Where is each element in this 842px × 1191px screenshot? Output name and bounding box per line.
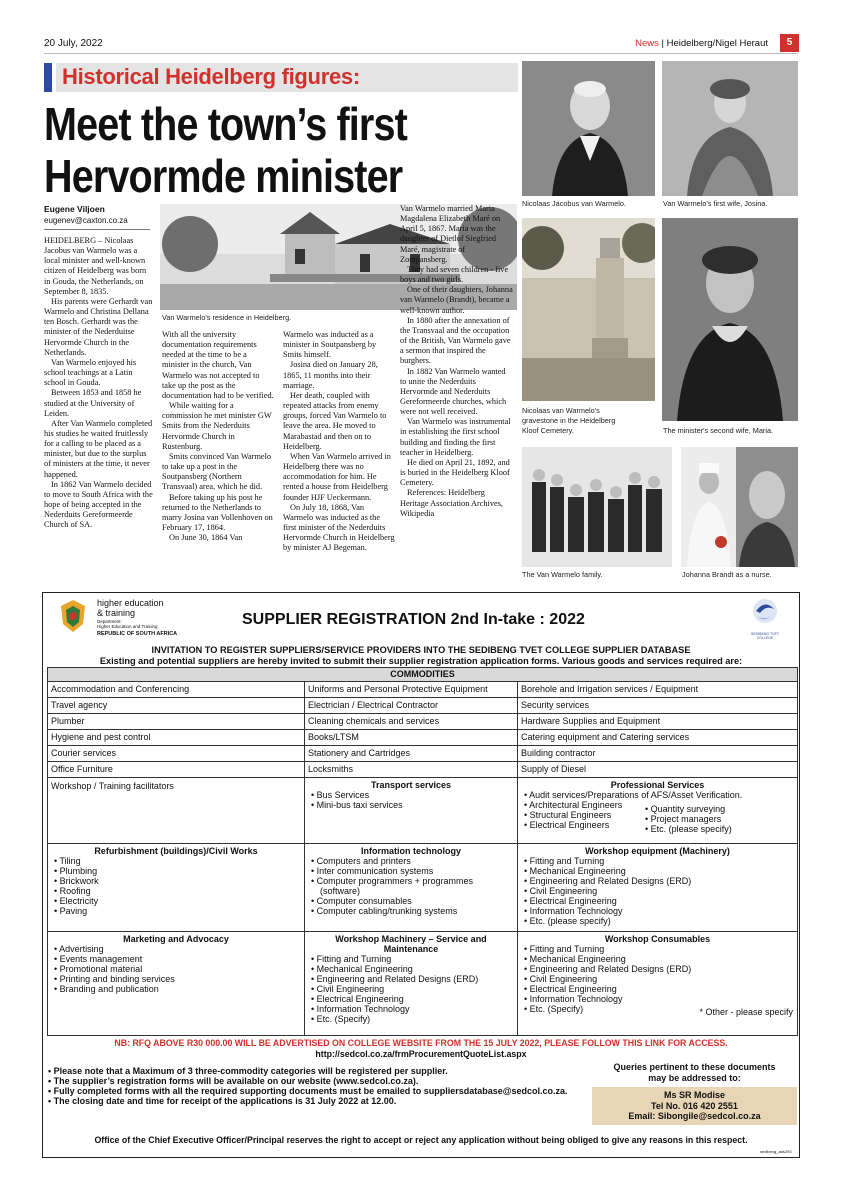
list-item: • Fitting and Turning xyxy=(524,856,794,866)
list-item: • Mini-bus taxi services xyxy=(311,800,514,810)
headline-line-1: Meet the town’s first xyxy=(44,98,407,150)
list-item: • Fitting and Turning xyxy=(524,944,794,954)
table-cell: Courier services xyxy=(48,746,305,762)
list-item: • Tiling xyxy=(54,856,301,866)
table-cell xyxy=(518,778,798,844)
list-item: • Electrical Engineering xyxy=(524,896,794,906)
caption-gravestone-1: Nicolaas van Warmelo's xyxy=(522,406,600,415)
invitation-subheading: Existing and potential suppliers are hereby invited to submit their supplier registration application forms. Various goods and services required are: xyxy=(99,655,743,666)
dept-line-2: & training xyxy=(97,608,136,618)
it-heading: Information technology xyxy=(361,846,461,856)
paragraph: They had seven children - five boys and two girls. xyxy=(400,264,509,285)
list-item: • Information Technology xyxy=(311,1004,514,1014)
table-cell xyxy=(305,932,518,1036)
list-item: • Branding and publication xyxy=(54,984,301,994)
list-item: • Roofing xyxy=(54,886,301,896)
article-headline xyxy=(44,98,448,202)
table-cell: Locksmiths xyxy=(305,762,518,778)
transport-list xyxy=(311,790,514,810)
table-cell: Hygiene and pest control xyxy=(48,730,305,746)
list-item: • Computer programmers + programmes xyxy=(311,876,514,886)
johanna-photo xyxy=(681,447,798,567)
paragraph: Smits convinced Van Warmelo to take up a post in the Soutpansberg (Northern Transvaal) area, which he did. xyxy=(162,451,272,492)
caption-gravestone-2: gravestone in the Heidelberg xyxy=(522,416,616,425)
headline-line-2: Hervormde minister xyxy=(44,150,403,202)
paragraph: In 1882 Van Warmelo wanted to unite the Nederduits Hervormde and Nederduits Gereformeerde churches, which were not well received. xyxy=(400,366,507,417)
list-item: • Computer cabling/trunking systems xyxy=(311,906,514,916)
nb-notice: NB: RFQ ABOVE R30 000.00 WILL BE ADVERTISED ON COLLEGE WEBSITE FROM THE 15 JULY 2022, PLEASE FOLLOW THIS LINK FOR ACCESS. xyxy=(114,1038,728,1048)
table-cell xyxy=(518,844,798,932)
table-row xyxy=(48,762,798,778)
list-item: • Advertising xyxy=(54,944,301,954)
paragraph: In 1880 after the annexation of the Transvaal and the occupation of the British, Van Warmelo gave a sermon that inspired the burghers. xyxy=(400,315,511,366)
paragraph: He died on April 21, 1892, and is buried in the Heidelberg Kloof Cemetery. xyxy=(400,457,510,488)
list-item: • Computer consumables xyxy=(311,896,514,906)
table-cell: Hardware Supplies and Equipment xyxy=(518,714,798,730)
issue-date: 20 July, 2022 xyxy=(44,38,103,49)
caption-residence: Van Warmelo's residence in Heidelberg. xyxy=(162,313,292,322)
list-item: • Electrical Engineering xyxy=(311,994,514,1004)
caption-maria: The minister's second wife, Maria. xyxy=(663,426,774,435)
gravestone-photo xyxy=(522,218,655,401)
table-cell: Accommodation and Conferencing xyxy=(48,682,305,698)
list-item: • Information Technology xyxy=(524,994,794,1004)
josina-portrait xyxy=(662,61,798,196)
list-item: • Civil Engineering xyxy=(524,974,794,984)
list-item: • Mechanical Engineering xyxy=(311,964,514,974)
machinery-heading-2: Maintenance xyxy=(383,944,439,954)
table-cell: Supply of Diesel xyxy=(518,762,798,778)
section-separator: | xyxy=(658,38,667,49)
article-column-1 xyxy=(44,236,154,531)
procurement-link[interactable]: http://sedcol.co.za/frmProcurementQuoteList.aspx xyxy=(315,1049,527,1059)
caption-gravestone-3: Kloof Cemetery. xyxy=(522,426,574,435)
table-cell xyxy=(305,844,518,932)
paragraph: Warmelo was inducted as a minister in Soutpansberg by Smits himself. xyxy=(283,330,377,360)
list-item: • Brickwork xyxy=(54,876,301,886)
article-kicker: Historical Heidelberg figures: xyxy=(62,64,360,89)
table-cell: Office Furniture xyxy=(48,762,305,778)
list-item: • The closing date and time for receipt of the applications is 31 July 2022 at 12.00. xyxy=(48,1096,588,1106)
dept-small-2: Higher Education and Training xyxy=(97,624,158,629)
advert-reference: sedibeng_ads293 xyxy=(760,1149,792,1154)
table-cell: Building contractor xyxy=(518,746,798,762)
marketing-heading: Marketing and Advocacy xyxy=(123,934,229,944)
kicker-accent xyxy=(44,63,52,92)
list-item: • Etc. (Specify) xyxy=(311,1014,514,1024)
paragraph: While waiting for a commission he met minister GW Smits from the Nederduits Hervormde Church in Rustenburg. xyxy=(162,401,272,451)
paragraph: One of their daughters, Johanna van Warmelo (Brandt), became a well-known author. xyxy=(400,285,513,315)
section-news: News xyxy=(635,38,659,49)
maria-portrait xyxy=(662,218,798,421)
paragraph: Van Warmelo was instrumental in establishing the first school building and finding the first teacher in Heidelberg. xyxy=(400,417,511,457)
paragraph: HEIDELBERG – Nicolaas Jacobus van Warmelo was a local minister and well-known citizen of Heidelberg was born in Gouda, the Netherlands, on September 8, 1835. xyxy=(44,236,147,296)
article-column-3 xyxy=(283,330,395,553)
queries-line-1: Queries pertinent to these documents xyxy=(613,1062,776,1072)
list-item: • Etc. (please specify) xyxy=(524,916,794,926)
transport-heading: Transport services xyxy=(370,780,452,790)
advert-invitation xyxy=(42,645,800,666)
consumables-list xyxy=(524,944,794,1014)
contact-email[interactable]: Email: Sibongile@sedcol.co.za xyxy=(628,1111,761,1121)
paragraph: After Van Warmelo completed his studies he waited fruitlessly for a calling to be placed as a minister, but due to the surplus of ministers at the time, it never happened. xyxy=(44,418,153,479)
nicolaas-portrait xyxy=(522,61,655,196)
list-item: • Etc. (please specify) xyxy=(645,824,732,834)
list-item: • Audit services/Preparations of AFS/Asset Verification. xyxy=(524,790,794,800)
contact-tel: Tel No. 016 420 2551 xyxy=(651,1100,738,1111)
table-row xyxy=(48,682,798,698)
page-number: 5 xyxy=(780,34,799,52)
workshop-equipment-list xyxy=(524,856,794,926)
caption-nicolaas: Nicolaas Jacobus van Warmelo. xyxy=(522,199,626,208)
consumables-heading: Workshop Consumables xyxy=(604,934,711,944)
contact-box xyxy=(592,1087,797,1125)
table-row xyxy=(48,844,798,932)
list-item: • Engineering and Related Designs (ERD) xyxy=(311,974,514,984)
table-row xyxy=(48,714,798,730)
table-cell: Books/LTSM xyxy=(305,730,518,746)
department-subtitle xyxy=(97,619,187,629)
table-cell: Stationery and Cartridges xyxy=(305,746,518,762)
commodities-header: COMMODITIES xyxy=(48,668,798,682)
paragraph: Between 1853 and 1858 he studied at the University of Leiden. xyxy=(44,388,142,418)
list-item: • Bus Services xyxy=(311,790,514,800)
list-item: • Architectural Engineers xyxy=(524,800,642,810)
paragraph: Before taking up his post he returned to the Netherlands to marry Josina van Vollenhoven on February 17, 1864. xyxy=(162,492,273,532)
caption-josina: Van Warmelo's first wife, Josina. xyxy=(663,199,768,208)
list-item: • Inter communication systems xyxy=(311,866,514,876)
table-cell: Travel agency xyxy=(48,698,305,714)
author-name: Eugene Viljoen xyxy=(44,204,105,214)
table-cell: Electrician / Electrical Contractor xyxy=(305,698,518,714)
paragraph: When Van Warmelo arrived in Heidelberg there was no accommodation for him. He rented a house from Heidelberg founder HJF Ueckermann. xyxy=(283,451,391,502)
list-item: • Please note that a Maximum of 3 three-commodity categories will be registered per supplier. xyxy=(48,1066,588,1076)
list-item: • Plumbing xyxy=(54,866,301,876)
list-item: • Printing and binding services xyxy=(54,974,301,984)
queries-heading xyxy=(592,1062,797,1084)
list-item: • Paving xyxy=(54,906,301,916)
table-row xyxy=(48,778,798,844)
dept-small-1: Department: xyxy=(97,619,122,624)
professional-list-left xyxy=(524,800,642,834)
list-item: • Fitting and Turning xyxy=(311,954,514,964)
advert-title: SUPPLIER REGISTRATION 2nd In-take : 2022 xyxy=(242,611,585,628)
dept-line-1: higher education xyxy=(97,598,164,608)
list-item: • Project managers xyxy=(645,814,732,824)
contact-name: Ms SR Modise xyxy=(663,1090,725,1100)
machinery-service-heading xyxy=(308,934,514,954)
invitation-heading: INVITATION TO REGISTER SUPPLIERS/SERVICE PROVIDERS INTO THE SEDIBENG TVET COLLEGE SUPPLIER DATABASE xyxy=(151,645,691,655)
table-row xyxy=(48,932,798,1036)
list-item: • Structural Engineers xyxy=(524,810,642,820)
article-column-4 xyxy=(400,204,514,519)
list-item: • Computers and printers xyxy=(311,856,514,866)
professional-heading: Professional Services xyxy=(610,780,705,790)
workshop-training: Workshop / Training facilitators xyxy=(51,781,174,791)
table-row xyxy=(48,746,798,762)
table-cell: Uniforms and Personal Protective Equipment xyxy=(305,682,518,698)
department-country: REPUBLIC OF SOUTH AFRICA xyxy=(97,631,178,637)
list-item: • Etc. (Specify) xyxy=(524,1004,794,1014)
family-photo xyxy=(522,447,672,567)
list-item: • Engineering and Related Designs (ERD) xyxy=(524,964,794,974)
refurb-heading: Refurbishment (buildings)/Civil Works xyxy=(94,846,258,856)
article-column-2 xyxy=(162,330,274,543)
consumables-other: * Other - please specify xyxy=(699,1007,794,1017)
marketing-list xyxy=(54,944,301,994)
paragraph: References: Heidelberg Heritage Association Archives, Wikipedia xyxy=(400,488,503,518)
list-item: • Electrical Engineering xyxy=(524,984,794,994)
list-item: • Fully completed forms with all the required supporting documents must be emailed to suppliersdatabase@sedcol.co.za. xyxy=(48,1086,588,1096)
list-item: • Electrical Engineers xyxy=(524,820,642,830)
table-cell xyxy=(518,932,798,1036)
workshop-equipment-heading: Workshop equipment (Machinery) xyxy=(585,846,730,856)
table-cell xyxy=(305,778,518,844)
list-item: • Quantity surveying xyxy=(645,804,732,814)
paragraph: Van Warmelo enjoyed his school teachings at a Latin school in Gouda. xyxy=(44,357,137,388)
table-cell xyxy=(48,932,305,1036)
table-row xyxy=(48,730,798,746)
paragraph: With all the university documentation requirements needed at the time to be a minister in the church, Van Warmelo was not accepted to take up the post as the documentation had to be verified. xyxy=(162,330,274,400)
paragraph: His parents were Gerhardt van Warmelo and Christina Dellana ten Bosch. Gerhardt was the minister of the Nederduitse Hervormde Church in the Netherlands. xyxy=(44,296,153,357)
machinery-heading-1: Workshop Machinery – Service and xyxy=(335,934,487,944)
paragraph: Her death, coupled with repeated attacks from enemy groups, forced Van Warmelo to leave the area. He moved to Marabastad and then on to Heidelberg. xyxy=(283,390,387,451)
caption-family: The Van Warmelo family. xyxy=(522,570,603,579)
professional-list-right xyxy=(645,804,732,834)
it-list xyxy=(311,856,514,916)
caption-johanna: Johanna Brandt as a nurse. xyxy=(682,570,772,579)
table-cell xyxy=(48,844,305,932)
table-cell: Catering equipment and Catering services xyxy=(518,730,798,746)
byline-rule xyxy=(44,229,150,230)
registration-notes xyxy=(48,1066,588,1106)
machinery-service-list xyxy=(311,954,514,1024)
college-logo-text: SEDIBENG TVET COLLEGE xyxy=(751,632,779,640)
list-item: • Mechanical Engineering xyxy=(524,954,794,964)
table-cell: Cleaning chemicals and services xyxy=(305,714,518,730)
professional-list xyxy=(524,790,794,800)
table-row xyxy=(48,698,798,714)
table-cell xyxy=(48,778,305,844)
department-name xyxy=(97,598,164,618)
list-item: • Civil Engineering xyxy=(524,886,794,896)
paragraph: Josina died on January 28, 1865, 11 months into their marriage. xyxy=(283,360,378,390)
paragraph: In 1862 Van Warmelo decided to move to South Africa with the hope of being accepted in the Nederduits Gereformeerde Church of SA. xyxy=(44,479,153,530)
coat-of-arms-icon xyxy=(55,598,91,636)
list-item: • Civil Engineering xyxy=(311,984,514,994)
list-item: • Electricity xyxy=(54,896,301,906)
list-item: • The supplier’s registration forms will be available on our website (www.sedcol.co.za). xyxy=(48,1076,588,1086)
advert-footer: Office of the Chief Executive Officer/Principal reserves the right to accept or reject any application without being obliged to give any reasons in this respect. xyxy=(94,1135,748,1145)
it-software-note: (software) xyxy=(320,886,361,896)
author-email: eugenev@caxton.co.za xyxy=(44,216,128,225)
paragraph: On July 18, 1868, Van Warmelo was inducted as the first minister of the Nederduits Hervormde Church in Heidelberg by minister AJ Begeman. xyxy=(283,502,395,553)
list-item: • Information Technology xyxy=(524,906,794,916)
list-item: • Promotional material xyxy=(54,964,301,974)
queries-line-2: may be addressed to: xyxy=(648,1073,741,1083)
refurb-list xyxy=(54,856,301,916)
commodities-table xyxy=(47,667,798,1036)
table-cell: Security services xyxy=(518,698,798,714)
table-cell: Plumber xyxy=(48,714,305,730)
paragraph: On June 30, 1864 Van xyxy=(169,533,243,543)
list-item: • Events management xyxy=(54,954,301,964)
table-cell: Borehole and Irrigation services / Equipment xyxy=(518,682,798,698)
list-item: • Engineering and Related Designs (ERD) xyxy=(524,876,794,886)
college-logo-icon xyxy=(744,597,786,640)
section-label xyxy=(635,38,768,49)
publication-name: Heidelberg/Nigel Heraut xyxy=(666,38,768,49)
list-item: • Mechanical Engineering xyxy=(524,866,794,876)
paragraph: Van Warmelo married Maria Magdalena Elizabeth Maré on April 5, 1867. Maria was the daughter of Dietlof Siegfried Maré, magistrate of Zoutpansberg. xyxy=(400,204,501,264)
header-rule xyxy=(44,53,798,54)
